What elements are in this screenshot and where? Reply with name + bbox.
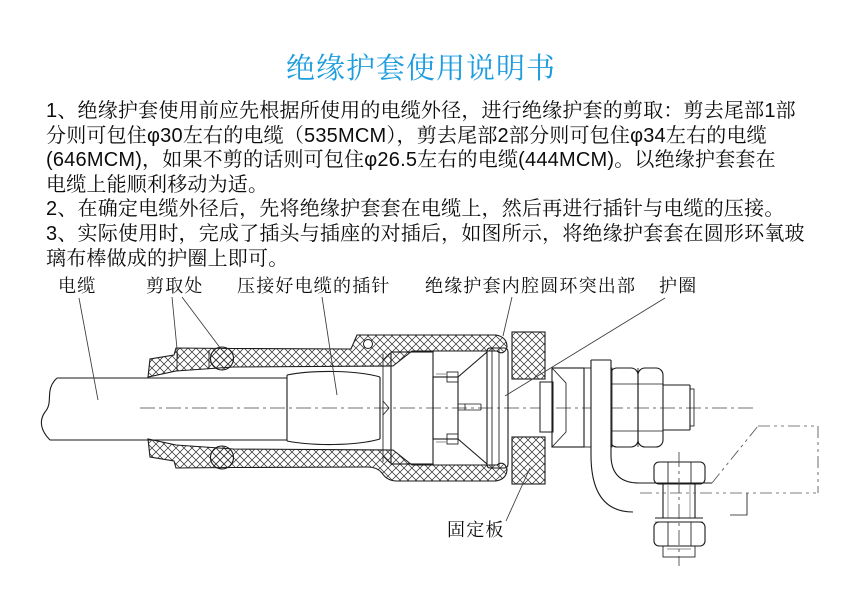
instruction-line-7: 璃布棒做成的护圈上即可。 (46, 247, 289, 270)
label-cut-position: 剪取处 (146, 276, 204, 296)
instruction-line-5: 2、在确定电缆外径后，先将绝缘护套套在电缆上，然后再进行插针与电缆的压接。 (46, 198, 785, 221)
label-cable: 电缆 (58, 276, 97, 296)
plate-collar (540, 382, 553, 432)
instruction-line-3: (646MCM)，如果不剪的话则可包住φ26.5左右的电缆(444MCM)。以绝缘护套套在 (46, 149, 776, 172)
instruction-line-2: 分则可包住φ30左右的电缆（535MCM），剪去尾部2部分则可包住φ34左右的电缆 (46, 124, 767, 147)
stem-hex-nuts (552, 368, 694, 447)
instruction-line-4: 电缆上能顺利移动为适。 (46, 173, 269, 196)
instruction-line-6: 3、实际使用时，完成了插头与插座的对插后，如图所示，将绝缘护套套在圆形环氧玻 (46, 222, 805, 245)
cable-drawing (41, 378, 287, 440)
bolt-assembly (654, 452, 705, 566)
clamp-ring-top (211, 347, 234, 370)
mounting-strap (591, 360, 712, 512)
contact-pin (458, 404, 481, 410)
leader-lines (79, 297, 665, 521)
label-guard-ring: 护圈 (659, 276, 698, 296)
sleeve-tab-hole (364, 340, 373, 349)
label-crimped-pin: 压接好电缆的插针 (237, 276, 391, 296)
label-inner-ring-protrusion: 绝缘护套内腔圆环突出部 (425, 276, 637, 296)
instruction-line-1: 1、绝缘护套使用前应先根据所使用的电缆外径，进行绝缘护套的剪取：剪去尾部1部 (46, 100, 796, 122)
clamp-ring-bottom (211, 446, 234, 469)
label-fixing-plate: 固定板 (447, 520, 505, 540)
phantom-panel (640, 426, 818, 515)
page-title: 绝缘护套使用说明书 (285, 53, 556, 85)
